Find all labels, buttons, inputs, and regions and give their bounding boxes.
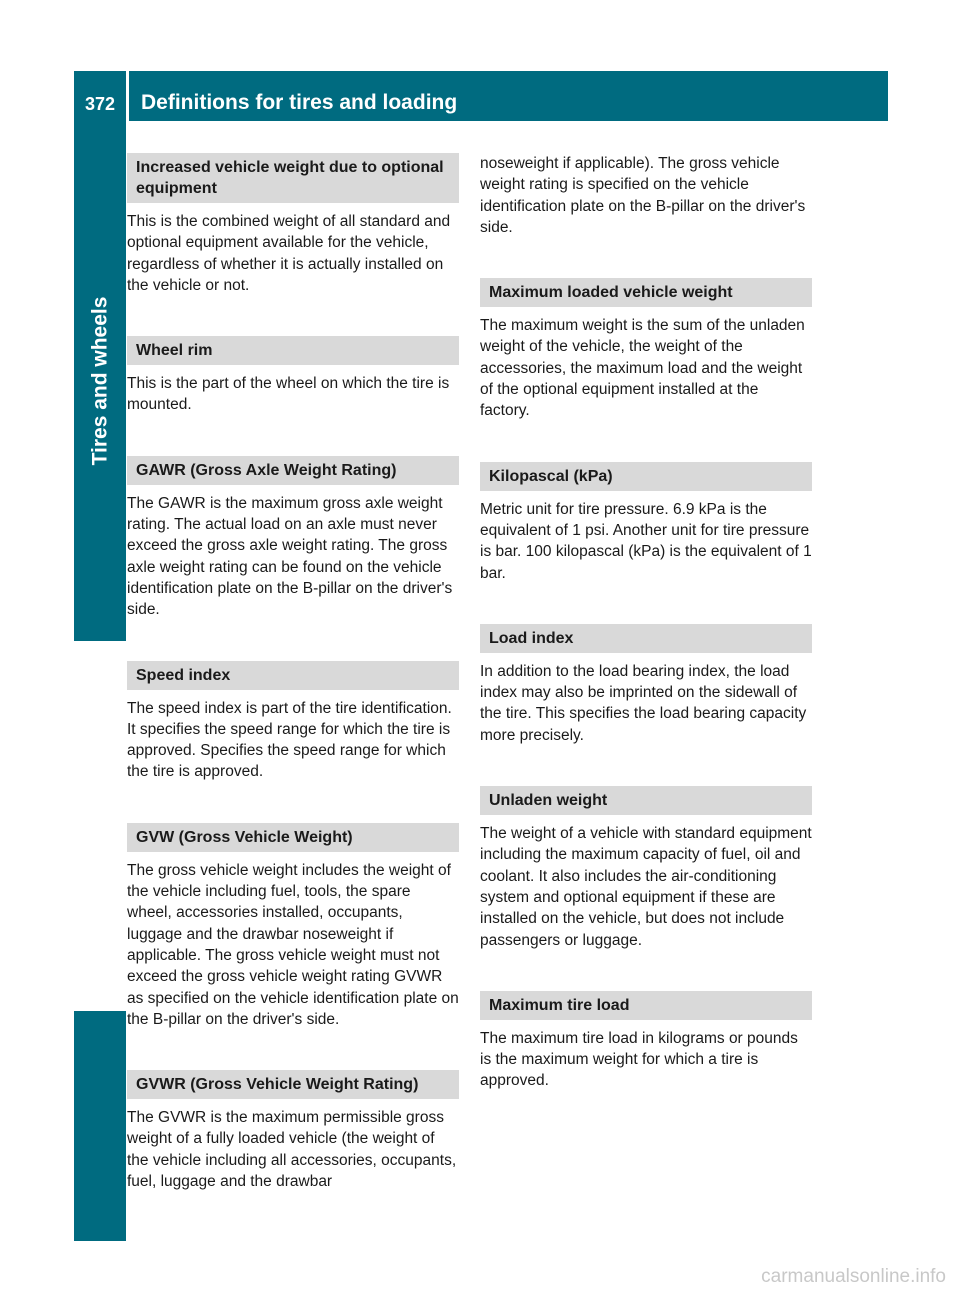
page-header <box>74 71 888 121</box>
section-body: In addition to the load bearing index, the load index may also be imprinted on the sidewall of the tire. This specifies the load bearing capacity more precisely. <box>480 662 807 744</box>
section-heading: Load index <box>480 624 812 653</box>
section-heading: Maximum tire load <box>480 991 812 1020</box>
section-heading: Maximum loaded vehicle weight <box>480 278 812 307</box>
section-body: The speed index is part of the tire identification. It specifies the speed range for which the tire is approved. Specifies the speed range for which the tire is approved. <box>127 699 452 781</box>
section-body: The GAWR is the maximum gross axle weight rating. The actual load on an axle must never exceed the gross axle weight rating. The gross axle weight rating can be found on the vehicle identification plate on the B-pillar on the driver's side. <box>127 494 453 619</box>
section-kilopascal <box>480 462 812 584</box>
chapter-label-container <box>74 121 126 641</box>
section-gvwr <box>127 1070 459 1192</box>
section-gvw <box>127 823 459 1030</box>
section-load-index <box>480 624 812 746</box>
section-optional-equipment <box>127 153 459 296</box>
section-heading: Speed index <box>127 661 459 690</box>
header-divider <box>126 71 129 121</box>
section-body: Metric unit for tire pressure. 6.9 kPa is the equivalent of 1 psi. Another unit for tire pressure is bar. 100 kilopascal (kPa) is the equivalent of 1 bar. <box>480 500 812 582</box>
section-body: This is the part of the wheel on which the tire is mounted. <box>127 375 450 414</box>
section-body: The weight of a vehicle with standard equipment including the maximum capacity of fuel, oil and coolant. It also includes the air-conditioning system and optional equipment if these are installed on the vehicle, but does not include passengers or luggage. <box>480 825 812 949</box>
section-heading: Wheel rim <box>127 336 459 365</box>
section-body: The gross vehicle weight includes the weight of the vehicle including fuel, tools, the spare wheel, accessories installed, occupants, luggage and the drawbar noseweight if applicable. The gross vehicle weight must not exceed the gross vehicle weight rating GVWR as specified on the vehicle identification plate on the B-pillar on the driver's side. <box>127 861 459 1028</box>
chapter-sidebar <box>74 121 126 1241</box>
section-body: The maximum weight is the sum of the unladen weight of the vehicle, the weight of the accessories, the maximum load and the weight of the optional equipment installed at the factory. <box>480 317 805 420</box>
section-max-loaded-weight <box>480 278 812 421</box>
section-gawr <box>127 456 459 621</box>
page-title: Definitions for tires and loading <box>141 91 458 114</box>
watermark: carmanualsonline.info <box>761 1266 946 1287</box>
section-wheel-rim <box>127 336 459 416</box>
section-body: This is the combined weight of all standard and optional equipment available for the vehicle, regardless of whether it is actually installed on the vehicle or not. <box>127 213 451 294</box>
section-max-tire-load <box>480 991 812 1092</box>
left-column <box>127 153 459 1232</box>
section-heading: GVWR (Gross Vehicle Weight Rating) <box>127 1070 459 1099</box>
section-body: The GVWR is the maximum permissible gross weight of a fully loaded vehicle (the weight of the vehicle including all accessories, occupants, fuel, luggage and the drawbar <box>127 1109 457 1191</box>
chapter-label: Tires and wheels <box>88 296 112 466</box>
page-number: 372 <box>84 94 116 114</box>
section-heading: Increased vehicle weight due to optional equipment <box>127 153 459 203</box>
chapter-tab <box>74 1011 126 1241</box>
section-speed-index <box>127 661 459 783</box>
sidebar-gap <box>74 641 126 1011</box>
right-column <box>480 153 812 1132</box>
section-heading: Kilopascal (kPa) <box>480 462 812 491</box>
section-heading: Unladen weight <box>480 786 812 815</box>
continued-text: noseweight if applicable). The gross vehicle weight rating is specified on the vehicle identification plate on the B-pillar on the driver's side. <box>480 155 806 236</box>
section-body: The maximum tire load in kilograms or pounds is the maximum weight for which a tire is approved. <box>480 1029 798 1090</box>
section-unladen-weight <box>480 786 812 951</box>
section-heading: GVW (Gross Vehicle Weight) <box>127 823 459 852</box>
section-heading: GAWR (Gross Axle Weight Rating) <box>127 456 459 485</box>
